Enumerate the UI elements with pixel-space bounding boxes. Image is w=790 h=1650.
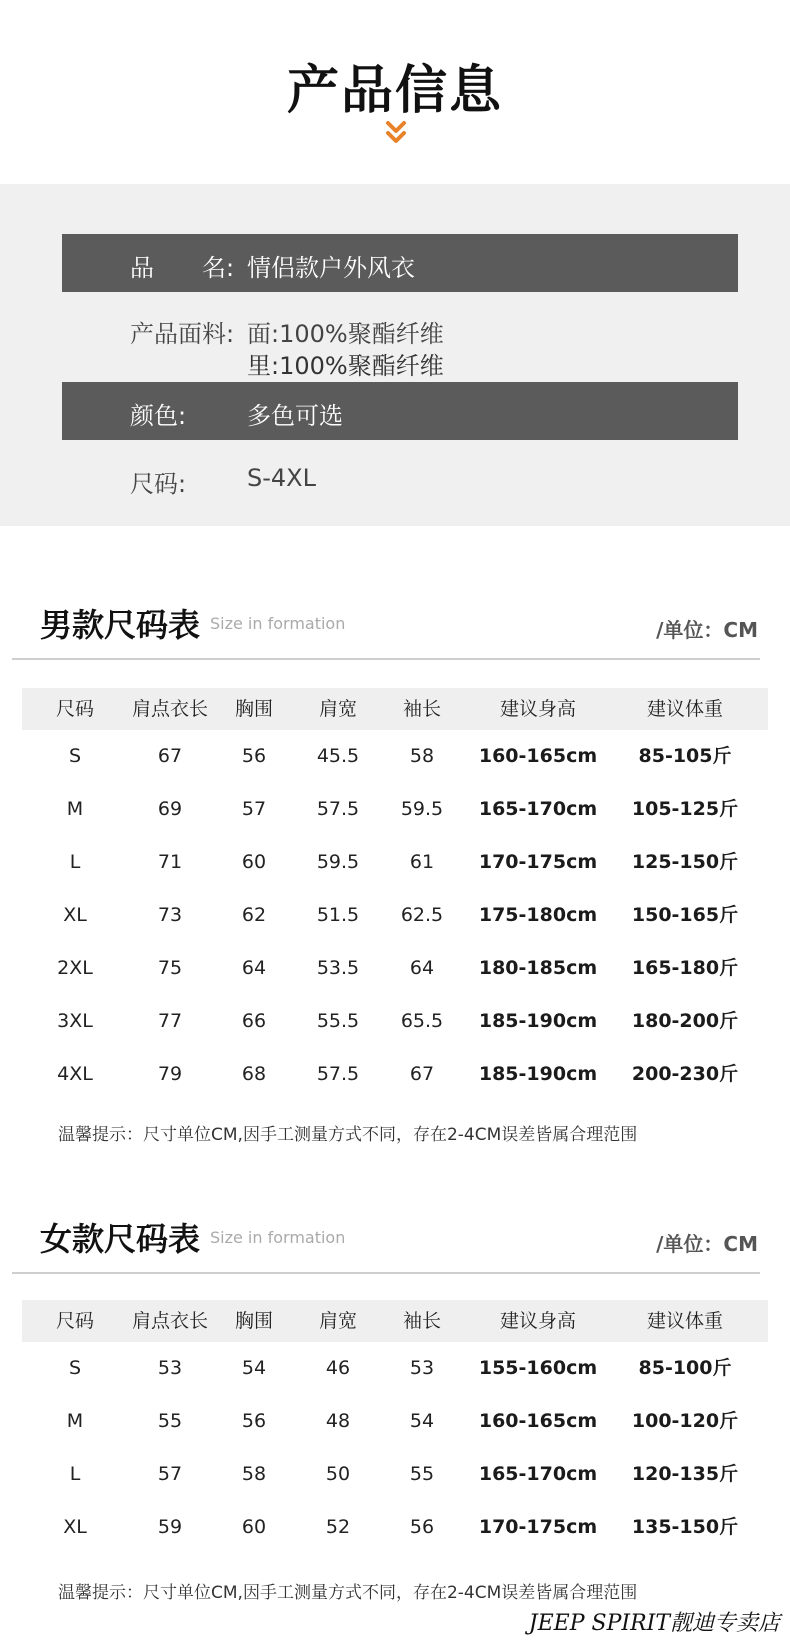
table-cell: 150-165斤 <box>631 904 739 926</box>
table-cell: 200-230斤 <box>631 1063 739 1085</box>
column-header: 肩宽 <box>318 1310 357 1332</box>
section-title: 男款尺码表 <box>40 606 201 644</box>
table-cell: 56 <box>241 745 267 767</box>
table-cell: 50 <box>325 1463 351 1485</box>
table-cell: 3XL <box>57 1010 93 1032</box>
table-cell: S <box>68 745 82 767</box>
men-size-header <box>0 594 790 644</box>
info-label: 尺码: <box>130 470 187 498</box>
table-cell: 125-150斤 <box>631 851 739 873</box>
info-row-fabric <box>62 300 738 380</box>
table-cell: 45.5 <box>316 745 360 767</box>
table-cell: 57 <box>157 1463 183 1485</box>
table-cell: 75 <box>157 957 183 979</box>
table-cell: 53.5 <box>316 957 360 979</box>
table-cell: 71 <box>157 851 183 873</box>
table-cell: 64 <box>409 957 435 979</box>
info-label: 颜色: <box>130 402 187 430</box>
column-header: 胸围 <box>234 1310 273 1332</box>
info-row-name <box>62 234 738 292</box>
table-cell: 4XL <box>57 1063 93 1085</box>
women-size-header <box>0 1208 790 1258</box>
table-cell: 56 <box>409 1516 435 1538</box>
table-cell: S <box>68 1357 82 1379</box>
table-cell: 54 <box>409 1410 435 1432</box>
table-cell: M <box>66 1410 84 1432</box>
table-cell: 105-125斤 <box>631 798 739 820</box>
info-value: 情侣款户外风衣 <box>247 254 415 282</box>
table-header-row <box>22 1300 768 1342</box>
table-cell: 160-165cm <box>478 745 598 767</box>
table-cell: 185-190cm <box>478 1063 598 1085</box>
column-header: 建议身高 <box>499 698 576 720</box>
info-value: 面:100%聚酯纤维 <box>247 320 444 348</box>
table-cell: M <box>66 798 84 820</box>
table-cell: 175-180cm <box>478 904 598 926</box>
table-cell: 48 <box>325 1410 351 1432</box>
table-cell: 58 <box>241 1463 267 1485</box>
column-header: 建议体重 <box>646 1310 723 1332</box>
table-cell: 135-150斤 <box>631 1516 739 1538</box>
table-header-row <box>22 688 768 730</box>
column-header: 建议身高 <box>499 1310 576 1332</box>
men-size-table <box>22 688 768 1101</box>
table-cell: 57.5 <box>316 1063 360 1085</box>
column-header: 袖长 <box>402 1310 441 1332</box>
table-cell: 69 <box>157 798 183 820</box>
table-cell: 120-135斤 <box>631 1463 739 1485</box>
column-header: 建议体重 <box>646 698 723 720</box>
table-cell: 61 <box>409 851 435 873</box>
table-cell: 73 <box>157 904 183 926</box>
table-row <box>22 1342 768 1395</box>
table-cell: 64 <box>241 957 267 979</box>
table-cell: 165-170cm <box>478 798 598 820</box>
table-cell: 165-180斤 <box>631 957 739 979</box>
table-cell: 100-120斤 <box>631 1410 739 1432</box>
table-cell: 52 <box>325 1516 351 1538</box>
table-row <box>22 783 768 836</box>
table-cell: XL <box>63 904 87 926</box>
product-info-panel <box>0 184 790 526</box>
section-title: 女款尺码表 <box>40 1220 201 1258</box>
table-cell: XL <box>63 1516 87 1538</box>
table-cell: 62.5 <box>400 904 444 926</box>
table-cell: 180-200斤 <box>631 1010 739 1032</box>
table-cell: 85-100斤 <box>638 1357 732 1379</box>
table-cell: 65.5 <box>400 1010 444 1032</box>
table-cell: 58 <box>409 745 435 767</box>
table-cell: L <box>69 851 81 873</box>
table-cell: 54 <box>241 1357 267 1379</box>
table-cell: 46 <box>325 1357 351 1379</box>
info-label: 产品面料: <box>130 320 235 348</box>
divider <box>12 1272 760 1274</box>
table-cell: 56 <box>241 1410 267 1432</box>
table-row <box>22 1048 768 1101</box>
table-row <box>22 889 768 942</box>
column-header: 尺码 <box>55 1310 94 1332</box>
table-cell: 68 <box>241 1063 267 1085</box>
table-row <box>22 1395 768 1448</box>
title-section <box>0 0 790 184</box>
table-cell: 59.5 <box>400 798 444 820</box>
column-header: 肩点衣长 <box>131 1310 208 1332</box>
table-cell: 67 <box>157 745 183 767</box>
table-cell: 170-175cm <box>478 851 598 873</box>
info-label: 品 名: <box>130 254 235 282</box>
column-header: 肩宽 <box>318 698 357 720</box>
table-row <box>22 1501 768 1554</box>
info-value: 多色可选 <box>247 402 343 430</box>
info-value-lining: 里:100%聚酯纤维 <box>247 352 444 380</box>
section-subtitle: Size in formation <box>210 1228 346 1247</box>
info-row-size <box>62 450 738 500</box>
table-cell: 67 <box>409 1063 435 1085</box>
table-cell: 180-185cm <box>478 957 598 979</box>
table-cell: 53 <box>157 1357 183 1379</box>
table-row <box>22 730 768 783</box>
table-cell: L <box>69 1463 81 1485</box>
divider <box>12 658 760 660</box>
table-cell: 77 <box>157 1010 183 1032</box>
table-cell: 62 <box>241 904 267 926</box>
men-tip-text: 温馨提示：尺寸单位CM,因手工测量方式不同，存在2-4CM误差皆属合理范围 <box>58 1125 638 1145</box>
table-cell: 57.5 <box>316 798 360 820</box>
table-cell: 85-105斤 <box>638 745 732 767</box>
table-row <box>22 1448 768 1501</box>
table-cell: 79 <box>157 1063 183 1085</box>
table-cell: 60 <box>241 851 267 873</box>
unit-label: /单位：CM <box>656 618 758 642</box>
table-row <box>22 995 768 1048</box>
women-size-table <box>22 1300 768 1554</box>
table-cell: 60 <box>241 1516 267 1538</box>
table-cell: 165-170cm <box>478 1463 598 1485</box>
table-row <box>22 836 768 889</box>
table-cell: 51.5 <box>316 904 360 926</box>
column-header: 袖长 <box>402 698 441 720</box>
column-header: 尺码 <box>55 698 94 720</box>
table-cell: 59.5 <box>316 851 360 873</box>
table-cell: 155-160cm <box>478 1357 598 1379</box>
table-cell: 55 <box>157 1410 183 1432</box>
info-value: S-4XL <box>247 464 316 492</box>
store-watermark: JEEP SPIRIT靓迪专卖店 <box>528 1611 780 1636</box>
table-cell: 55 <box>409 1463 435 1485</box>
table-cell: 57 <box>241 798 267 820</box>
page-title: 产品信息 <box>286 61 503 121</box>
women-tip-text: 温馨提示：尺寸单位CM,因手工测量方式不同，存在2-4CM误差皆属合理范围 <box>58 1583 638 1603</box>
table-cell: 53 <box>409 1357 435 1379</box>
table-row <box>22 942 768 995</box>
column-header: 胸围 <box>234 698 273 720</box>
section-subtitle: Size in formation <box>210 614 346 633</box>
table-cell: 55.5 <box>316 1010 360 1032</box>
table-cell: 59 <box>157 1516 183 1538</box>
table-cell: 2XL <box>57 957 93 979</box>
unit-label: /单位：CM <box>656 1232 758 1256</box>
column-header: 肩点衣长 <box>131 698 208 720</box>
table-cell: 160-165cm <box>478 1410 598 1432</box>
info-row-color <box>62 382 738 440</box>
table-cell: 185-190cm <box>478 1010 598 1032</box>
double-chevron-down-icon <box>385 120 407 146</box>
table-cell: 170-175cm <box>478 1516 598 1538</box>
table-cell: 66 <box>241 1010 267 1032</box>
